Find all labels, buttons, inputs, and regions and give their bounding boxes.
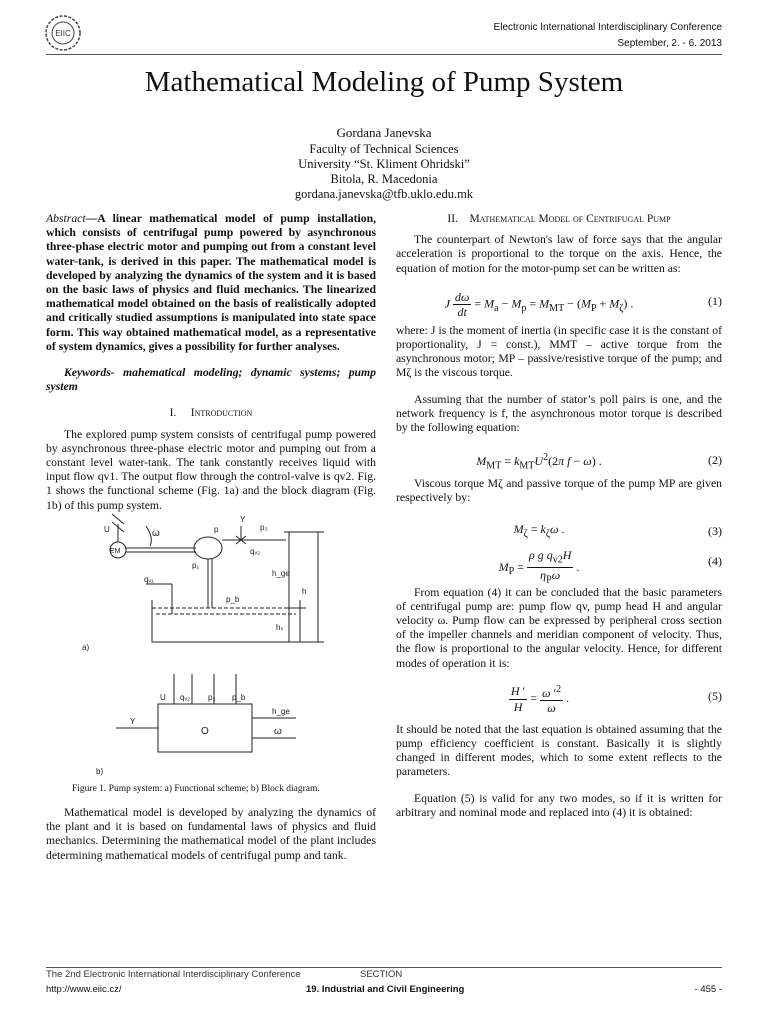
section2-paragraph-6: It should be noted that the last equation is obtained assuming that the pump efficiency coefficient is constant. Basically it is slightly changed in different modes, which to some extent reflects to the parameters. [396,722,722,779]
fig-a-omega: ω [152,528,160,539]
fig-a-EM: EM [110,548,121,555]
equation-5-number: (5) [708,688,722,703]
affiliation-3: Bitola, R. Macedonia [330,172,438,186]
intro-paragraph-1: The explored pump system consists of centrifugal pump powered by asynchronous three-phase electric motor and pumping out from a constant level water-tank. The tank constantly receives liquid with input flow qv1. The output flow through the control-valve is qv2. Fig. 1 shows the functional scheme (Fig. 1a) and the block diagram (Fig. 1b) of this pump system. [46,427,376,512]
figure-1-diagram [46,504,376,800]
fig-a-p1: p₁ [192,561,200,570]
affiliation-2: University “St. Kliment Ohridski” [298,157,470,171]
footer-section-name: 19. Industrial and Civil Engineering [306,984,465,995]
header-date: September, 2. - 6. 2013 [617,38,722,49]
section2-heading-num: II. [447,213,458,225]
section2-heading-text: Mathematical Model of Centrifugal Pump [469,213,671,225]
keywords: Keywords- mahematical modeling; dynamic systems; pump system [46,366,376,394]
fig-b-hge: h_ge [272,707,290,716]
section2-paragraph-1: The counterpart of Newton's law of force says that the angular acceleration is proportional to the torque on the axis. Hence, the equation of motion for the motor-pump set can be written as: [396,233,722,275]
fig-a-qv2: qᵥ₂ [250,547,261,556]
fig-b-omega: ω [274,726,282,737]
paper-title: Mathematical Modeling of Pump System [144,66,624,98]
fig-a-h: h [302,587,307,596]
left-column-bottom [46,806,376,875]
section2-paragraph-7: Equation (5) is valid for any two modes, so if it is written for arbitrary and nominal mode and replaced into (4) it is obtained: [396,791,722,819]
fig-b-p2: p₂ [208,693,216,702]
figure-1 [46,504,376,800]
abstract [46,212,376,354]
equation-3-number: (3) [708,523,722,538]
conference-logo [44,14,82,52]
fig-a-p2: p₂ [260,523,268,532]
fig-label-a: a) [82,643,90,652]
right-column [396,212,722,832]
fig-b-U: U [160,693,166,702]
intro-heading-text: Introduction [190,407,253,420]
intro-paragraph-2: Mathematical model is developed by analyzing the dynamics of the plant and it is based on fundamental laws of physics and fluid mechanics. Determining the mathematical model of the plant includes determining mathematical models of centrifugal pump and tank. [46,806,376,862]
left-column [46,212,376,525]
equation-3: $M_\zeta = k_\zeta\omega$ . (3) [513,521,722,540]
fig-a-U: U [104,525,110,534]
header-rule [46,54,722,55]
fig-a-Y: Y [240,515,246,524]
footer-section-label: SECTION [360,969,403,980]
fig-b-Y: Y [130,717,136,726]
fig-a-hge: h_ge [272,569,290,578]
fig-a-hs: hₛ [276,623,284,632]
fig-a-qv1: qᵥ₁ [144,575,154,584]
equation-4-number: (4) [708,553,722,568]
equation-1: J $\frac{d\omega}{dt}$ = $M_a - M_p = M_{MT} - (M_P + M_\zeta)$ . (1) [444,289,722,320]
pump-shape [194,537,222,559]
affiliation-1: Faculty of Technical Sciences [309,142,459,156]
footer-url[interactable]: http://www.eiic.cz/ [46,984,122,995]
footer-page-number: - 455 - [694,984,722,995]
section2-heading [396,212,722,226]
intro-heading-num: I. [169,407,177,420]
section2-paragraph-5: From equation (4) it can be concluded that the basic parameters of centrifugal pump are: pump flow qv, pump head H and angular velocity ω. Pump flow can be expressed by peripheral cross section of the impeller channels and meridian component of velocity. Thus, the flow is proportional to the angular velocity. Hence, for different modes of operation it is: [396,585,722,670]
footer-conference: The 2nd Electronic International Interdisciplinary Conference [46,969,301,980]
fig-a-pb: p_b [226,595,240,604]
logo-text: EIIC [55,29,71,38]
fig-b-qv2: qᵥ₂ [180,693,191,702]
abstract-text: A linear mathematical model of pump installation, which consists of centrifugal pump powered by asynchronous three-phase electric motor and pumping out from a constant level water-tank, is derived in this paper. The mathematical model is developed by analyzing the dynamics of the system and it is based on the basic laws of physics and fluid mechanics. The linearized mathematical model obtained on the basis of realistically adopted and critically studied assumptions is manipulated into state space form. This way obtained mathematical model, as a representative of system dynamics, gives a possibility for further analyses. [46,212,376,353]
footer-rule [46,967,722,968]
author-name: Gordana Janevska [336,125,432,140]
fig-label-b: b) [96,767,104,776]
header-conference: Electronic International Interdisciplinary Conference [493,22,722,33]
abstract-dash: — [85,212,98,225]
section2-paragraph-4: Viscous torque Mζ and passive torque of the pump MP are given respectively by: [396,477,722,505]
fig-a-p: p [214,525,219,534]
abstract-label: Abstract [46,212,86,225]
figure-caption: Figure 1. Pump system: a) Functional scheme; b) Block diagram. [72,784,320,794]
equation-2: $M_{MT} = k_{MT}U^2(2\pi$ f − ω) . (2) [476,452,722,472]
fig-b-pb: p_b [232,693,246,702]
equation-4: $M_P$ = $\frac{\rho g q_{v2}H}{\eta_P\omega}$ . (4) [498,547,722,586]
section2-paragraph-2: where: J is the moment of inertia (in specific case it is the constant of proportionality, J = const.), MMT – active torque from the asynchronous motor; MP – passive/resistive torque of the pump; and Mζ is the viscous torque. [396,323,722,380]
equation-1-number: (1) [708,293,722,308]
author-email: gordana.janevska@tfb.uklo.edu.mk [294,187,474,201]
section2-paragraph-3: Assuming that the number of stator’s poll pairs is one, and the network frequency is f, the asynchronous motor torque is described by the following equation: [396,392,722,435]
intro-heading [46,406,376,420]
fig-b-O: O [201,726,209,737]
equation-5: $\frac{H '}{H}$ = $\frac{\omega '^2}{\omega}$ . (5) [510,683,722,716]
equation-2-number: (2) [708,453,722,468]
